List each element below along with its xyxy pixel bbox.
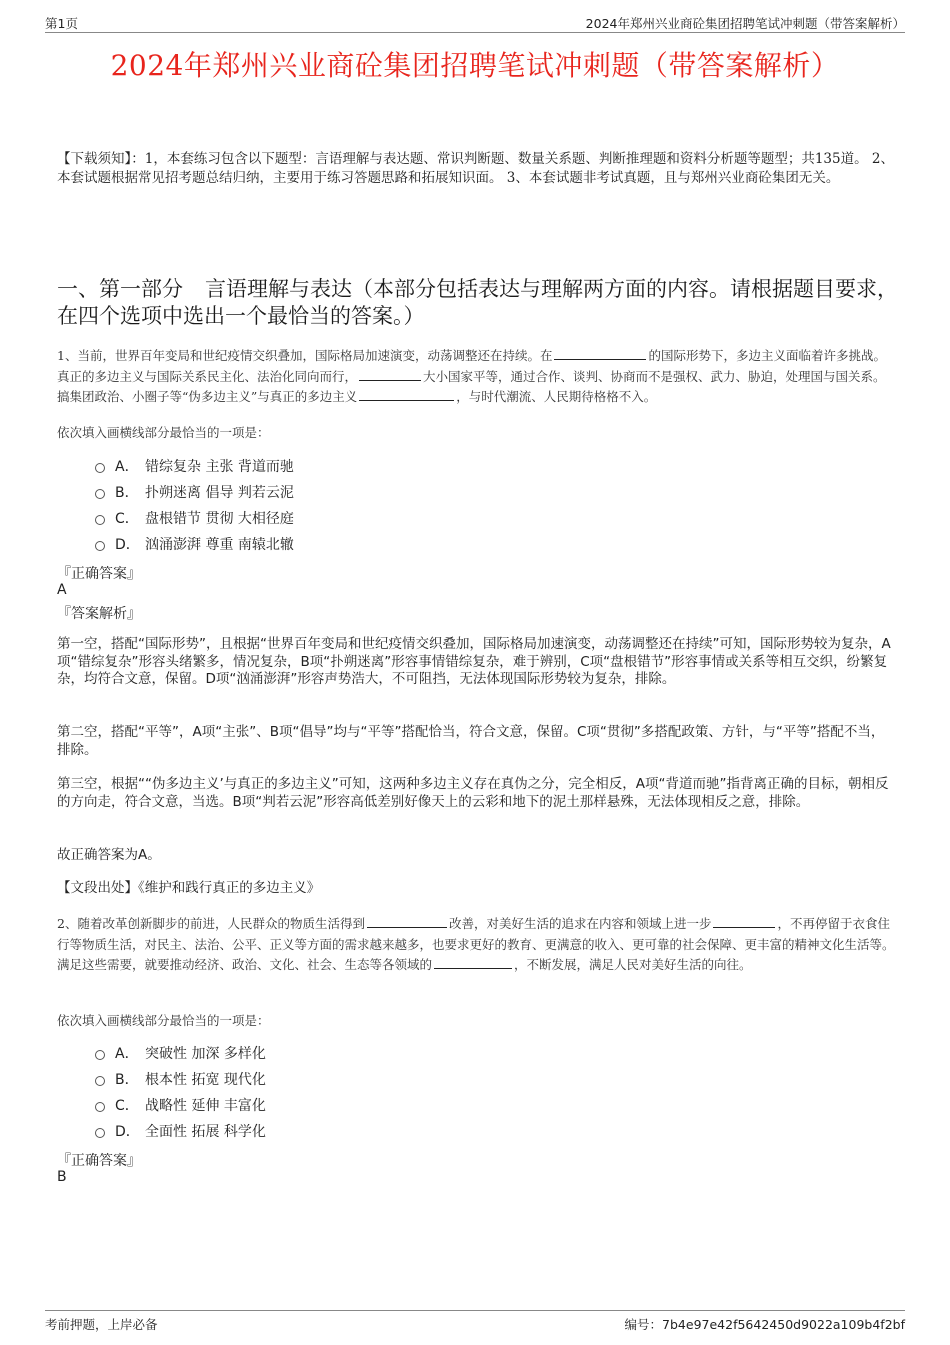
- page-number: 第1页: [45, 16, 78, 31]
- analysis-conclusion: 故正确答案为A。: [57, 847, 161, 863]
- option-c[interactable]: C． 战略性 延伸 丰富化: [95, 1092, 266, 1118]
- fill-blank: [434, 955, 512, 969]
- radio-icon[interactable]: [95, 1050, 105, 1060]
- question-1-options: [95, 453, 294, 557]
- correct-answer: B: [57, 1169, 67, 1185]
- radio-icon[interactable]: [95, 541, 105, 551]
- option-b[interactable]: B． 扑朔迷离 倡导 判若云泥: [95, 479, 294, 505]
- fill-blank: [713, 914, 775, 928]
- analysis-paragraph: 第二空，搭配“平等”，A项“主张”、B项“倡导”均与“平等”搭配恰当，符合文意，保留。C项“贯彻”多搭配政策、方针，与“平等”搭配不当，排除。: [57, 724, 885, 758]
- q2-segment: ，不再停留于衣食住行等物质生活，对民主、法治、公平、正义等方面的需求越来越多，也要求更好的教育、更满意的收入、更可靠的社会保障、更丰富的精神文化生活等。满足这些需要，就要推动经济、政治、文化、社会、生态等各领域的: [57, 916, 895, 972]
- header-doc-title: 2024年郑州兴业商砼集团招聘笔试冲刺题（带答案解析）: [585, 16, 905, 31]
- question-1-prompt: 依次填入画横线部分最恰当的一项是：: [57, 425, 270, 440]
- fill-blank: [554, 346, 646, 360]
- fill-blank: [359, 367, 421, 381]
- document-id: 编号：7b4e97e42f5642450d9022a109b4f2bf: [624, 1317, 905, 1332]
- option-a[interactable]: A． 突破性 加深 多样化: [95, 1040, 266, 1066]
- page-header: [45, 12, 905, 33]
- radio-icon[interactable]: [95, 1102, 105, 1112]
- q2-segment: ，不断发展，满足人民对美好生活的向往。: [514, 957, 752, 972]
- radio-icon[interactable]: [95, 1076, 105, 1086]
- footer-slogan: 考前押题，上岸必备: [45, 1317, 158, 1332]
- section-title-text: 言语理解与表达（本部分包括表达与理解两方面的内容。请根据题目要求，在四个选项中选出一个最恰当的答案。）: [57, 277, 898, 328]
- analysis-paragraph: 第三空，根据““伪多边主义’与真正的多边主义”可知，这两种多边主义存在真伪之分，完全相反，A项“背道而驰”指背离正确的目标，朝相反的方向走，符合文意，当选。B项“判若云泥”形容高低差别好像天上的云彩和地下的泥土那样悬殊，无法体现相反之意，排除。: [57, 776, 889, 810]
- q2-segment: 2、随着改革创新脚步的前进，人民群众的物质生活得到: [57, 916, 365, 931]
- radio-icon[interactable]: [95, 489, 105, 499]
- q1-segment: 的国际形势下，多边主义面临着许多挑战。真正的多边主义与国际关系民主化、法治化同向而行，: [57, 348, 886, 384]
- fill-blank: [359, 387, 454, 401]
- question-2-prompt: 依次填入画横线部分最恰当的一项是：: [57, 1013, 270, 1028]
- document-title: 2024年郑州兴业商砼集团招聘笔试冲刺题（带答案解析）: [110, 49, 840, 82]
- correct-answer-label: 『正确答案』: [57, 566, 141, 582]
- question-2-text: [57, 914, 897, 976]
- question-1-text: [57, 346, 897, 408]
- q1-segment: 1、当前，世界百年变局和世纪疫情交织叠加，国际格局加速演变，动荡调整还在持续。在: [57, 348, 553, 363]
- option-d[interactable]: D． 全面性 拓展 科学化: [95, 1118, 266, 1144]
- option-c[interactable]: C． 盘根错节 贯彻 大相径庭: [95, 505, 294, 531]
- analysis-paragraph: 第一空，搭配“国际形势”，且根据“世界百年变局和世纪疫情交织叠加，国际格局加速演变，动荡调整还在持续”可知，国际形势较为复杂，A项“错综复杂”形容头绪繁多，情况复杂，B项“扑朔迷离”形容事情错综复杂，难于辨别，C项“盘根错节”形容事情或关系等相互交织，纷繁复杂，均符合文意，保留。D项“汹涌澎湃”形容声势浩大，不可阻挡，无法体现国际形势较为复杂，排除。: [57, 636, 891, 687]
- question-2-options: [95, 1040, 266, 1144]
- q1-segment: 大小国家平等，通过合作、谈判、协商而不是强权、武力、胁迫，处理国与国关系。搞集团政治、小圈子等“伪多边主义”与真正的多边主义: [57, 368, 886, 404]
- option-d[interactable]: D． 汹涌澎湃 尊重 南辕北辙: [95, 531, 294, 557]
- section-part: 一、第一部分: [57, 277, 183, 301]
- radio-icon[interactable]: [95, 1128, 105, 1138]
- radio-icon[interactable]: [95, 463, 105, 473]
- section-heading: [57, 276, 902, 330]
- text-source: 【文段出处】《维护和践行真正的多边主义》: [57, 880, 321, 896]
- correct-answer-label: 『正确答案』: [57, 1153, 141, 1169]
- analysis-label: 『答案解析』: [57, 606, 141, 622]
- correct-answer: A: [57, 582, 67, 598]
- download-notice: 【下载须知】：1，本套练习包含以下题型：言语理解与表达题、常识判断题、数量关系题、判断推理题和资料分析题等题型；共135道。 2、本套试题根据常见招考题总结归纳，主要用于练习答题思路和拓展知识面。 3、本套试题非考试真题，且与郑州兴业商砼集团无关。: [57, 151, 894, 186]
- page-footer: [45, 1310, 905, 1333]
- q1-segment: ，与时代潮流、人民期待格格不入。: [456, 389, 657, 404]
- fill-blank: [367, 914, 447, 928]
- q2-segment: 改善，对美好生活的追求在内容和领域上进一步: [448, 916, 712, 931]
- option-b[interactable]: B． 根本性 拓宽 现代化: [95, 1066, 266, 1092]
- option-a[interactable]: A． 错综复杂 主张 背道而驰: [95, 453, 294, 479]
- radio-icon[interactable]: [95, 515, 105, 525]
